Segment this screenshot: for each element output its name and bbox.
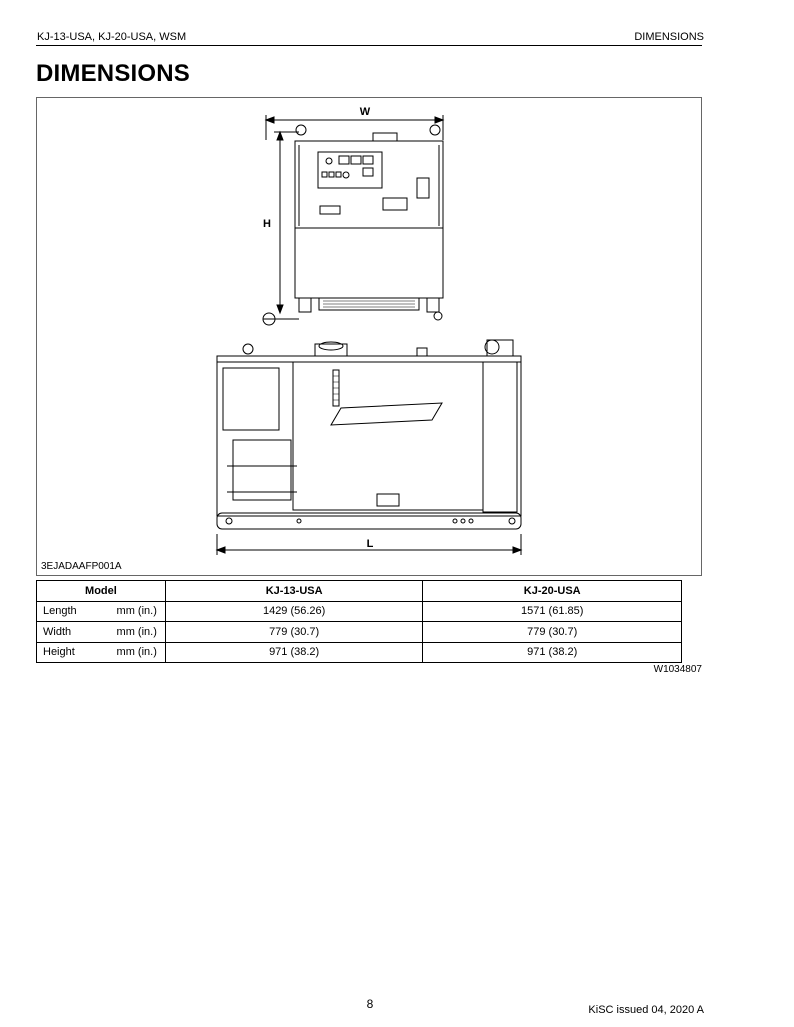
model-column-header: Model [37,581,166,602]
figure-code: 3EJADAAFP001A [41,561,122,572]
front-view [263,115,443,325]
kj13-value: 971 (38.2) [165,642,423,663]
kj20-value: 1571 (61.85) [423,601,682,622]
row-label: Height [43,646,75,659]
kj13-value: 779 (30.7) [165,622,423,643]
issue-note: KiSC issued 04, 2020 A [588,1004,704,1016]
kj13-value: 1429 (56.26) [165,601,423,622]
row-label-cell [37,622,166,643]
height-label: H [263,218,271,230]
row-label-cell [37,642,166,663]
table-row [37,622,682,643]
dimension-figure [36,97,702,576]
kj20-value: 971 (38.2) [423,642,682,663]
length-label: L [366,538,374,550]
row-label: Width [43,625,72,638]
page-number: 8 [366,997,374,1011]
row-label: Length [43,605,77,618]
kj13-column-header: KJ-13-USA [165,581,423,602]
generator-drawing [37,98,703,577]
row-unit: mm (in.) [116,625,157,638]
header-section-title: DIMENSIONS [634,31,704,43]
row-unit: mm (in.) [116,646,157,659]
dimensions-table [36,580,682,663]
table-row [37,642,682,663]
kj20-value: 779 (30.7) [423,622,682,643]
document-code: W1034807 [653,664,702,675]
width-label: W [359,106,371,118]
page-title: DIMENSIONS [36,60,191,87]
table-header-row [37,581,682,602]
side-view [217,340,521,555]
row-unit: mm (in.) [116,605,157,618]
row-label-cell [37,601,166,622]
kj20-column-header: KJ-20-USA [423,581,682,602]
header-rule [36,45,702,46]
header-model-list: KJ-13-USA, KJ-20-USA, WSM [37,31,187,43]
table-row [37,601,682,622]
